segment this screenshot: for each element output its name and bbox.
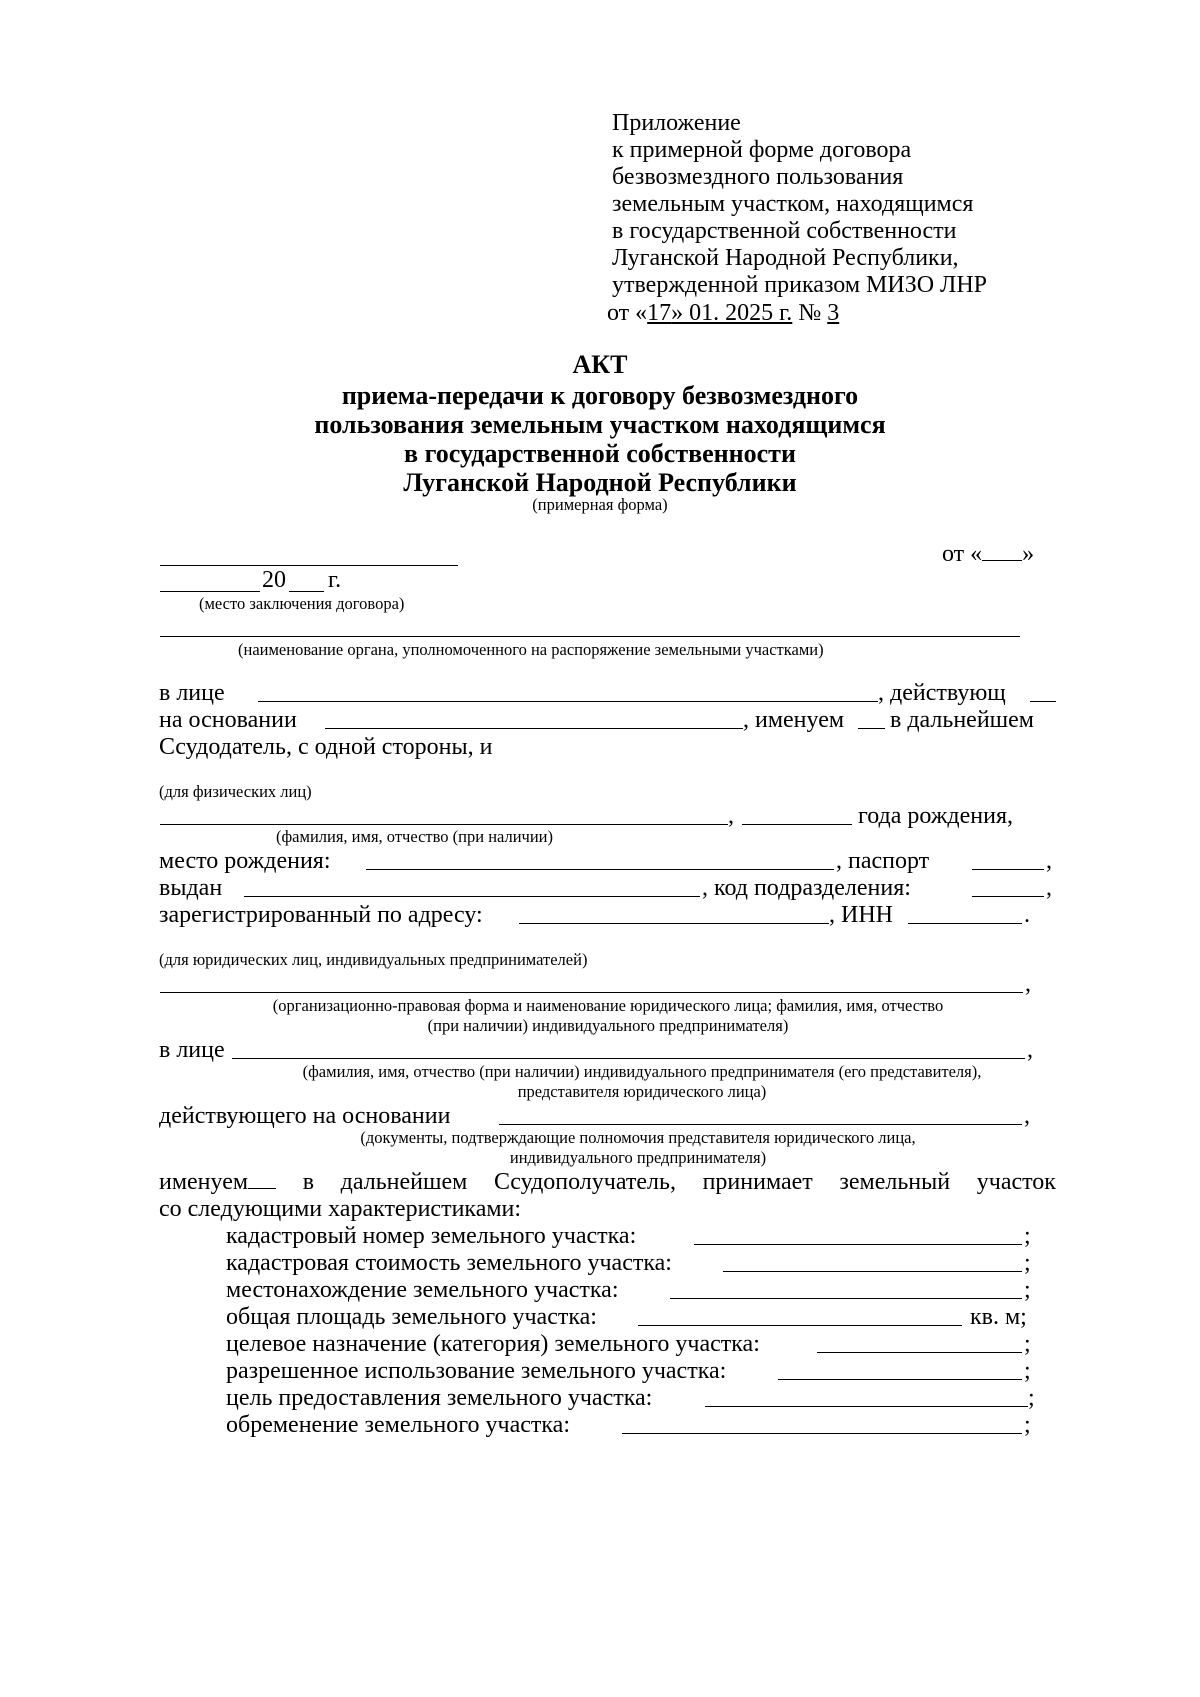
receiver-word: именуем [159, 1168, 276, 1197]
provision-purpose-field[interactable] [705, 1406, 1028, 1407]
title-line: приема-передачи к договору безвозмездного [341, 381, 859, 410]
characteristic-end: ; [1024, 1412, 1031, 1438]
characteristic-end: кв. м; [970, 1304, 1027, 1330]
cadastral-number-field[interactable] [694, 1244, 1022, 1245]
characteristic-label: целевое назначение (категория) земельного участка: [226, 1331, 760, 1357]
inn-label: , ИНН [829, 902, 893, 928]
acting-label: , действующ [878, 680, 1006, 706]
appendix-number: 3 [827, 300, 840, 326]
characteristic-end: ; [1028, 1385, 1035, 1411]
characteristic-label: кадастровая стоимость земельного участка: [226, 1250, 672, 1276]
year-field[interactable] [289, 591, 324, 592]
comma: , [1046, 848, 1052, 874]
receiver-word: Ссудополучатель, [493, 1169, 676, 1195]
characteristic-label: кадастровый номер земельного участка: [226, 1223, 637, 1249]
inn-field[interactable] [908, 923, 1022, 924]
characteristic-end: ; [1024, 1277, 1031, 1303]
appendix-line: земельным участком, находящимся [612, 191, 974, 217]
title-line: Луганской Народной Республики [403, 468, 797, 497]
characteristic-end: ; [1024, 1223, 1031, 1249]
title-line: пользования земельным участком находящимся [314, 410, 886, 439]
grantor-party-line: Ссудодатель, с одной стороны, и [159, 734, 493, 760]
appendix-day: 17 [647, 300, 672, 326]
form-subtitle: (примерная форма) [532, 495, 668, 514]
issued-label: выдан [159, 875, 223, 901]
place-field[interactable] [160, 565, 458, 566]
date-month-field[interactable] [160, 591, 260, 592]
legal-section-label: (для юридических лиц, индивидуальных предпринимателей) [159, 950, 588, 969]
permitted-use-field[interactable] [778, 1379, 1022, 1380]
characteristic-label: цель предоставления земельного участка: [226, 1385, 653, 1411]
receiver-word: принимает [702, 1169, 813, 1195]
named-ending-field[interactable] [858, 728, 885, 729]
comma: , [1027, 1037, 1033, 1063]
period: . [1024, 902, 1030, 928]
individual-section-label: (для физических лиц) [159, 782, 312, 801]
on-basis-label: на основании [159, 707, 297, 733]
issued-by-field[interactable] [244, 896, 700, 897]
appendix-date-rest: » 01. 2025 г. [671, 300, 793, 326]
comma: , [1046, 875, 1052, 901]
appendix-date-prefix: от « [607, 300, 648, 326]
characteristic-label: местонахождение земельного участка: [226, 1277, 619, 1303]
documents-caption: индивидуального предпринимателя) [509, 1148, 767, 1167]
document-heading: АКТ [572, 350, 628, 379]
area-field[interactable] [638, 1325, 962, 1326]
birth-year-label: года рождения, [858, 803, 1013, 829]
year-prefix: 20 [262, 567, 286, 593]
appendix-line: Приложение [612, 110, 741, 136]
birth-date-field[interactable] [742, 824, 852, 825]
characteristic-end: ; [1024, 1250, 1031, 1276]
place-caption: (место заключения договора) [199, 594, 405, 613]
named-label: , именуем [743, 707, 845, 733]
comma: , [728, 803, 734, 829]
acting-basis-label: действующего на основании [159, 1103, 451, 1129]
appendix-line: безвозмездного пользования [612, 164, 904, 190]
legal-representative-field[interactable] [232, 1058, 1025, 1059]
further-label: в дальнейшем [890, 707, 1034, 733]
acting-ending-field[interactable] [1030, 701, 1056, 702]
organization-caption: (организационно-правовая форма и наименование юридического лица; фамилия, имя, отчество [272, 996, 944, 1015]
location-field[interactable] [670, 1298, 1022, 1299]
receiver-ending-field[interactable] [248, 1168, 276, 1189]
appendix-line: утвержденной приказом МИЗО ЛНР [612, 272, 987, 298]
receiver-word: дальнейшем [340, 1169, 468, 1195]
registered-address-label: зарегистрированный по адресу: [159, 902, 483, 928]
year-suffix: г. [328, 567, 342, 593]
title-line: в государственной собственности [404, 439, 796, 468]
organization-caption: (при наличии) индивидуального предпринимателя) [427, 1016, 789, 1035]
comma: , [1024, 1103, 1030, 1129]
receiver-word: земельный [839, 1169, 951, 1195]
characteristic-label: разрешенное использование земельного участка: [226, 1358, 727, 1384]
organization-field[interactable] [160, 992, 1023, 993]
appendix-number-prefix: № [792, 300, 828, 326]
encumbrance-field[interactable] [622, 1433, 1022, 1434]
representative-field[interactable] [258, 701, 878, 702]
purpose-category-field[interactable] [817, 1352, 1022, 1353]
appendix-date-line [607, 299, 839, 328]
passport-label: , паспорт [836, 848, 930, 874]
division-code-label: , код подразделения: [702, 875, 911, 901]
full-name-caption: (фамилия, имя, отчество (при наличии) [276, 827, 554, 846]
legal-representative-caption: представителя юридического лица) [517, 1082, 767, 1101]
passport-field[interactable] [972, 869, 1044, 870]
receiver-line [159, 1168, 1056, 1197]
division-code-field[interactable] [972, 896, 1044, 897]
comma: , [1025, 971, 1031, 997]
full-name-field[interactable] [160, 824, 728, 825]
authority-field[interactable] [160, 636, 1020, 637]
birthplace-field[interactable] [366, 869, 834, 870]
appendix-line: в государственной собственности [612, 218, 957, 244]
legal-representative-caption: (фамилия, имя, отчество (при наличии) индивидуального предпринимателя (его представителя), [302, 1062, 982, 1081]
address-field[interactable] [519, 923, 829, 924]
receiver-word: участок [976, 1169, 1056, 1195]
basis-field[interactable] [325, 728, 743, 729]
appendix-line: к примерной форме договора [612, 137, 912, 163]
authority-caption: (наименование органа, уполномоченного на распоряжение земельными участками) [238, 640, 824, 659]
receiver-word: в [302, 1169, 315, 1195]
appendix-line: Луганской Народной Республики, [612, 245, 959, 271]
cadastral-value-field[interactable] [723, 1271, 1022, 1272]
date-day-field[interactable] [982, 542, 1022, 561]
birthplace-label: место рождения: [159, 848, 331, 874]
in-person-label: в лице [159, 680, 225, 706]
characteristic-label: обременение земельного участка: [226, 1412, 571, 1438]
characteristic-end: ; [1024, 1331, 1031, 1357]
acting-basis-field[interactable] [499, 1124, 1022, 1125]
characteristic-label: общая площадь земельного участка: [226, 1304, 597, 1330]
date-from-label: от « » [942, 541, 1035, 567]
characteristic-end: ; [1024, 1358, 1031, 1384]
legal-in-person-label: в лице [159, 1037, 225, 1063]
receiver-line-2: со следующими характеристиками: [159, 1196, 522, 1222]
documents-caption: (документы, подтверждающие полномочия представителя юридического лица, [360, 1128, 916, 1147]
